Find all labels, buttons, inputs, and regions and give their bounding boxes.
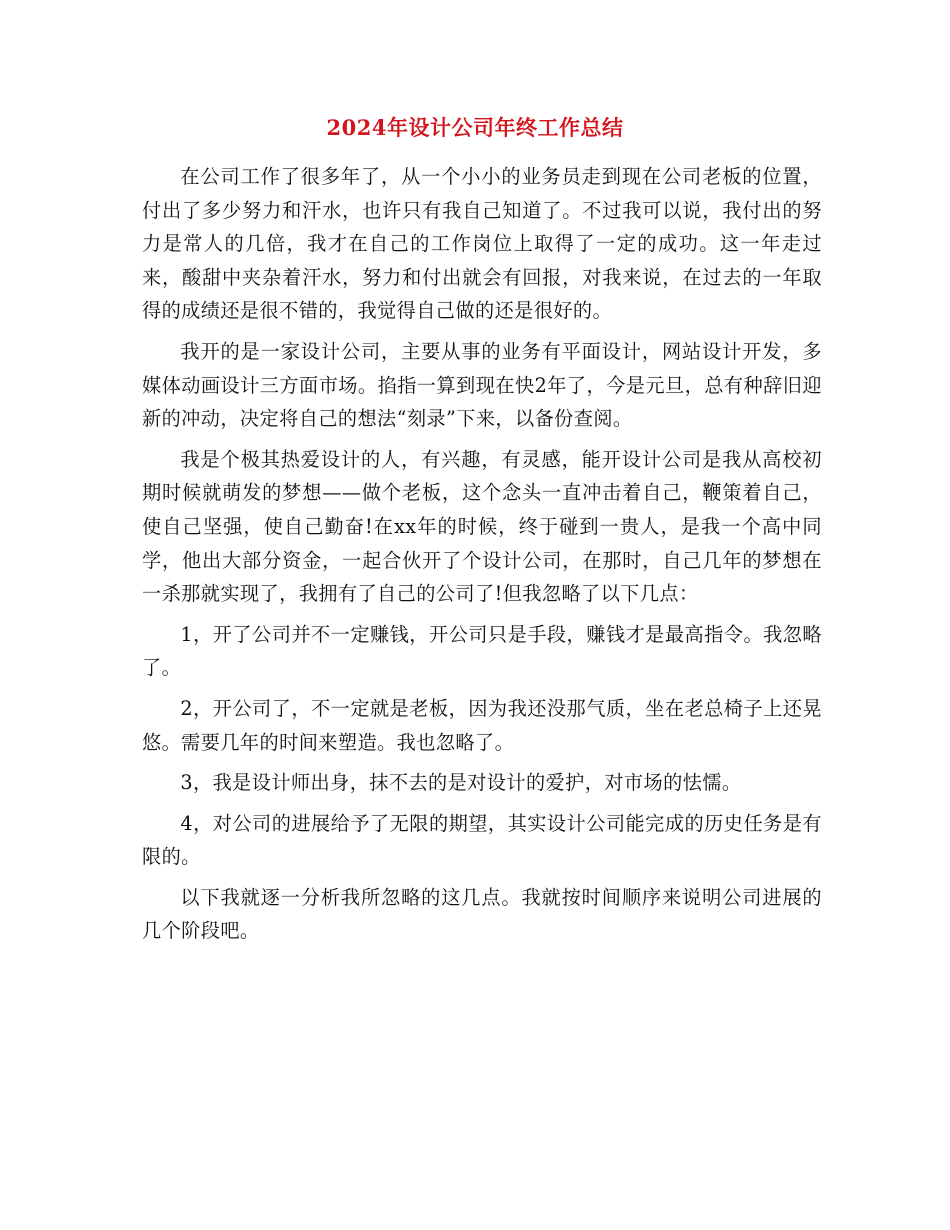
paragraph: 以下我就逐一分析我所忽略的这几点。我就按时间顺序来说明公司进展的几个阶段吧。 <box>142 885 822 943</box>
paragraph: 我开的是一家设计公司，主要从事的业务有平面设计，网站设计开发，多媒体动画设计三方面市场。掐指一算到现在快2年了，今是元旦，总有种辞旧迎新的冲动，决定将自己的想法“刻录”下来，以备份查阅。 <box>142 339 822 431</box>
paragraph: 在公司工作了很多年了，从一个小小的业务员走到现在公司老板的位置，付出了多少努力和汗水，也许只有我自己知道了。不过我可以说，我付出的努力是常人的几倍，我才在自己的工作岗位上取得了一定的成功。这一年走过来，酸甜中夹杂着汗水，努力和付出就会有回报，对我来说，在过去的一年取得的成绩还是很不错的，我觉得自己做的还是很好的。 <box>142 165 822 323</box>
paragraph: 我是个极其热爱设计的人，有兴趣，有灵感，能开设计公司是我从高校初期时候就萌发的梦想——做个老板，这个念头一直冲击着自己，鞭策着自己，使自己坚强，使自己勤奋!在xx年的时候，终于碰到一贵人，是我一个高中同学，他出大部分资金，一起合伙开了个设计公司，在那时，自己几年的梦想在一杀那就实现了，我拥有了自己的公司了!但我忽略了以下几点： <box>142 447 822 606</box>
document-body <box>142 160 822 955</box>
list-item: 1，开了公司并不一定赚钱，开公司只是手段，赚钱才是最高指令。我忽略了。 <box>142 622 822 680</box>
list-item: 2，开公司了，不一定就是老板，因为我还没那气质，坐在老总椅子上还晃悠。需要几年的时间来塑造。我也忽略了。 <box>142 696 822 754</box>
document-title: 2024年设计公司年终工作总结 <box>326 115 624 140</box>
list-item: 3，我是设计师出身，抹不去的是对设计的爱护，对市场的怯懦。 <box>180 771 742 795</box>
list-item: 4，对公司的进展给予了无限的期望，其实设计公司能完成的历史任务是有限的。 <box>142 811 822 869</box>
